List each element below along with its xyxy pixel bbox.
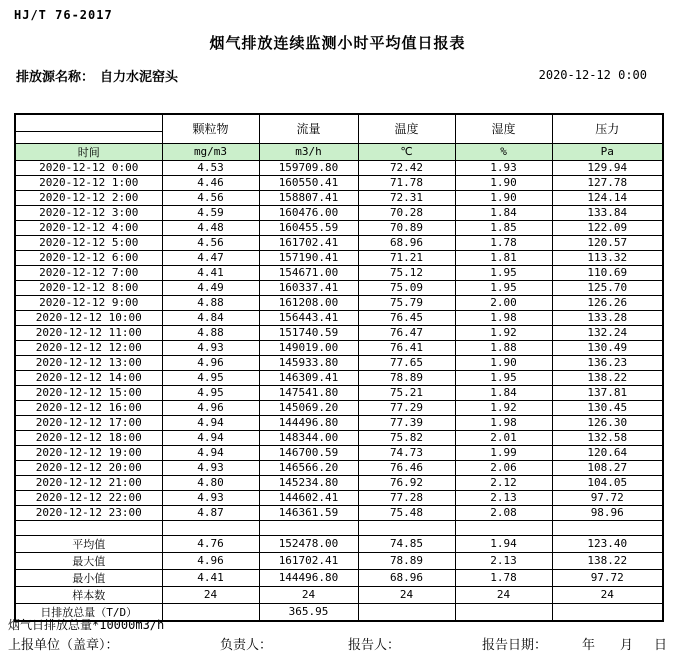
blank-separator-body	[15, 520, 663, 535]
reporter-label: 报告人：	[348, 638, 401, 653]
table-cell: 4.96	[162, 355, 259, 370]
table-cell: 130.45	[552, 400, 663, 415]
table-cell: 4.41	[162, 569, 259, 586]
table-row	[15, 235, 663, 250]
table-row	[15, 220, 663, 235]
table-cell: 144496.80	[259, 569, 358, 586]
table-cell: 4.94	[162, 430, 259, 445]
table-cell: 4.94	[162, 415, 259, 430]
table-cell: 98.96	[552, 505, 663, 520]
table-cell: 1.90	[455, 355, 552, 370]
table-cell	[552, 520, 663, 535]
table-cell: 75.48	[358, 505, 455, 520]
table-cell: 4.47	[162, 250, 259, 265]
units-row	[15, 143, 663, 160]
summary-body	[15, 535, 663, 621]
standard-number: HJ/T 76-2017	[14, 8, 113, 22]
table-cell: 75.82	[358, 430, 455, 445]
table-cell: 365.95	[259, 603, 358, 621]
table-cell: 145933.80	[259, 355, 358, 370]
table-cell: 1.78	[455, 235, 552, 250]
table-cell: 2020-12-12 4:00	[15, 220, 162, 235]
table-cell: 146700.59	[259, 445, 358, 460]
table-cell: 144496.80	[259, 415, 358, 430]
table-cell: 160455.59	[259, 220, 358, 235]
table-cell	[162, 520, 259, 535]
table-cell: 2.00	[455, 295, 552, 310]
table-cell: 130.49	[552, 340, 663, 355]
table-cell: 74.85	[358, 535, 455, 552]
footer-signature-line	[0, 634, 675, 653]
emission-source-name: 自力水泥窑头	[100, 70, 179, 85]
table-row	[15, 400, 663, 415]
table-row	[15, 190, 663, 205]
table-cell: 161702.41	[259, 552, 358, 569]
table-cell: 97.72	[552, 569, 663, 586]
table-row	[15, 370, 663, 385]
table-cell: 4.56	[162, 235, 259, 250]
table-row	[15, 520, 663, 535]
table-cell: 2020-12-12 15:00	[15, 385, 162, 400]
table-cell: 75.21	[358, 385, 455, 400]
responsible-person-label: 负责人：	[220, 638, 273, 653]
table-cell: 72.31	[358, 190, 455, 205]
table-cell: 125.70	[552, 280, 663, 295]
unit-flow: m3/h	[259, 143, 358, 160]
table-cell	[259, 520, 358, 535]
pollutant-header-row	[15, 114, 663, 131]
table-cell: 日排放总量（T/D）	[15, 603, 162, 621]
table-cell: 76.47	[358, 325, 455, 340]
table-cell: 161208.00	[259, 295, 358, 310]
report-datetime: 2020-12-12 0:00	[538, 68, 647, 82]
unit-humidity: %	[455, 143, 552, 160]
table-cell: 2020-12-12 19:00	[15, 445, 162, 460]
table-cell	[552, 603, 663, 621]
table-cell: 4.80	[162, 475, 259, 490]
table-cell: 2020-12-12 6:00	[15, 250, 162, 265]
table-cell: 2020-12-12 11:00	[15, 325, 162, 340]
table-cell: 2.08	[455, 505, 552, 520]
table-row	[15, 460, 663, 475]
table-cell: 161702.41	[259, 235, 358, 250]
table-row	[15, 490, 663, 505]
table-cell: 样本数	[15, 586, 162, 603]
table-row	[15, 415, 663, 430]
table-cell: 138.22	[552, 552, 663, 569]
table-cell: 2020-12-12 22:00	[15, 490, 162, 505]
table-row	[15, 385, 663, 400]
table-row	[15, 250, 663, 265]
table-cell: 1.95	[455, 265, 552, 280]
table-cell: 136.23	[552, 355, 663, 370]
table-cell: 4.88	[162, 325, 259, 340]
table-cell: 2.13	[455, 490, 552, 505]
col-header-humidity: 湿度	[455, 114, 552, 143]
unit-particulate: mg/m3	[162, 143, 259, 160]
emission-source-label: 排放源名称：	[16, 70, 95, 85]
table-cell: 126.26	[552, 295, 663, 310]
table-cell: 113.32	[552, 250, 663, 265]
table-cell: 1.84	[455, 205, 552, 220]
table-row	[15, 552, 663, 569]
table-cell	[358, 520, 455, 535]
table-row	[15, 445, 663, 460]
report-date-label: 报告日期：	[482, 638, 548, 653]
table-cell: 120.57	[552, 235, 663, 250]
table-cell: 24	[358, 586, 455, 603]
table-cell: 146361.59	[259, 505, 358, 520]
table-cell: 4.93	[162, 490, 259, 505]
table-cell: 4.95	[162, 370, 259, 385]
table-cell: 74.73	[358, 445, 455, 460]
table-cell: 4.96	[162, 552, 259, 569]
table-cell	[358, 603, 455, 621]
table-cell: 2020-12-12 18:00	[15, 430, 162, 445]
table-cell: 1.98	[455, 415, 552, 430]
table-cell: 2.06	[455, 460, 552, 475]
table-cell: 24	[259, 586, 358, 603]
table-row	[15, 535, 663, 552]
table-cell: 108.27	[552, 460, 663, 475]
table-cell: 1.95	[455, 370, 552, 385]
table-cell: 71.21	[358, 250, 455, 265]
table-cell: 1.81	[455, 250, 552, 265]
table-cell: 157190.41	[259, 250, 358, 265]
table-cell: 132.24	[552, 325, 663, 340]
table-cell: 4.76	[162, 535, 259, 552]
table-cell: 1.84	[455, 385, 552, 400]
table-cell: 77.28	[358, 490, 455, 505]
table-row	[15, 355, 663, 370]
table-row	[15, 340, 663, 355]
table-cell: 68.96	[358, 569, 455, 586]
table-cell: 2020-12-12 21:00	[15, 475, 162, 490]
table-cell: 最大值	[15, 552, 162, 569]
time-column-header: 时间	[15, 143, 162, 160]
report-info-line	[0, 66, 675, 85]
table-cell: 159709.80	[259, 160, 358, 175]
table-row	[15, 175, 663, 190]
month-label: 月	[620, 638, 634, 653]
table-cell: 133.28	[552, 310, 663, 325]
table-cell: 2020-12-12 10:00	[15, 310, 162, 325]
table-row	[15, 265, 663, 280]
table-cell: 124.14	[552, 190, 663, 205]
table-row	[15, 205, 663, 220]
table-cell: 4.87	[162, 505, 259, 520]
report-unit-label: 上报单位（盖章）：	[8, 638, 119, 653]
table-cell: 1.85	[455, 220, 552, 235]
table-cell: 1.90	[455, 190, 552, 205]
table-cell: 68.96	[358, 235, 455, 250]
table-cell: 137.81	[552, 385, 663, 400]
table-cell: 4.93	[162, 460, 259, 475]
table-cell: 129.94	[552, 160, 663, 175]
table-cell	[455, 603, 552, 621]
table-cell: 2020-12-12 2:00	[15, 190, 162, 205]
table-cell: 4.59	[162, 205, 259, 220]
year-label: 年	[582, 638, 596, 653]
table-cell: 144602.41	[259, 490, 358, 505]
table-cell: 148344.00	[259, 430, 358, 445]
table-cell: 97.72	[552, 490, 663, 505]
table-cell: 2020-12-12 5:00	[15, 235, 162, 250]
table-cell: 154671.00	[259, 265, 358, 280]
table-cell: 4.95	[162, 385, 259, 400]
monitoring-report-table	[14, 113, 664, 622]
table-cell: 2020-12-12 17:00	[15, 415, 162, 430]
table-row	[15, 430, 663, 445]
table-cell: 2020-12-12 3:00	[15, 205, 162, 220]
table-cell: 2020-12-12 0:00	[15, 160, 162, 175]
table-cell: 120.64	[552, 445, 663, 460]
table-cell: 1.98	[455, 310, 552, 325]
table-cell: 4.48	[162, 220, 259, 235]
table-cell: 2020-12-12 13:00	[15, 355, 162, 370]
table-cell: 2020-12-12 12:00	[15, 340, 162, 355]
table-cell: 2020-12-12 20:00	[15, 460, 162, 475]
table-cell: 4.56	[162, 190, 259, 205]
table-cell: 2020-12-12 1:00	[15, 175, 162, 190]
table-cell: 160337.41	[259, 280, 358, 295]
col-header-flow: 流量	[259, 114, 358, 143]
table-cell: 146566.20	[259, 460, 358, 475]
table-cell: 70.89	[358, 220, 455, 235]
table-cell: 1.92	[455, 325, 552, 340]
table-row	[15, 475, 663, 490]
table-row	[15, 160, 663, 175]
table-cell: 4.94	[162, 445, 259, 460]
table-cell: 1.94	[455, 535, 552, 552]
table-cell: 146309.41	[259, 370, 358, 385]
table-cell: 145234.80	[259, 475, 358, 490]
table-cell: 71.78	[358, 175, 455, 190]
table-row	[15, 569, 663, 586]
table-cell: 1.88	[455, 340, 552, 355]
table-cell: 127.78	[552, 175, 663, 190]
col-header-particulate: 颗粒物	[162, 114, 259, 143]
table-cell: 70.28	[358, 205, 455, 220]
table-cell: 最小值	[15, 569, 162, 586]
table-cell: 133.84	[552, 205, 663, 220]
table-cell: 76.92	[358, 475, 455, 490]
col-header-pressure: 压力	[552, 114, 663, 143]
table-cell: 145069.20	[259, 400, 358, 415]
unit-temperature: ℃	[358, 143, 455, 160]
table-cell: 24	[455, 586, 552, 603]
table-cell: 138.22	[552, 370, 663, 385]
table-cell: 2.13	[455, 552, 552, 569]
table-cell: 平均值	[15, 535, 162, 552]
hourly-data-body	[15, 160, 663, 520]
table-cell: 160476.00	[259, 205, 358, 220]
table-cell: 2020-12-12 8:00	[15, 280, 162, 295]
table-cell: 149019.00	[259, 340, 358, 355]
table-cell: 75.12	[358, 265, 455, 280]
table-header	[15, 114, 663, 160]
table-cell: 24	[162, 586, 259, 603]
col-header-temperature: 温度	[358, 114, 455, 143]
table-cell: 4.41	[162, 265, 259, 280]
table-cell: 123.40	[552, 535, 663, 552]
table-cell: 2.01	[455, 430, 552, 445]
table-cell: 78.89	[358, 370, 455, 385]
table-cell: 4.84	[162, 310, 259, 325]
table-cell: 151740.59	[259, 325, 358, 340]
table-cell: 4.49	[162, 280, 259, 295]
table-cell: 158807.41	[259, 190, 358, 205]
table-row	[15, 505, 663, 520]
table-cell: 1.92	[455, 400, 552, 415]
table-cell: 1.90	[455, 175, 552, 190]
table-cell: 2.12	[455, 475, 552, 490]
table-cell: 152478.00	[259, 535, 358, 552]
table-cell: 72.42	[358, 160, 455, 175]
table-cell	[455, 520, 552, 535]
table-row	[15, 325, 663, 340]
table-cell	[162, 603, 259, 621]
table-cell: 4.53	[162, 160, 259, 175]
table-cell: 4.93	[162, 340, 259, 355]
table-cell: 104.05	[552, 475, 663, 490]
table-cell: 75.09	[358, 280, 455, 295]
table-cell: 147541.80	[259, 385, 358, 400]
table-cell: 77.29	[358, 400, 455, 415]
table-cell: 75.79	[358, 295, 455, 310]
table-cell: 1.93	[455, 160, 552, 175]
table-cell: 77.65	[358, 355, 455, 370]
table-row	[15, 280, 663, 295]
time-header-spacer-top	[15, 114, 162, 131]
table-cell: 4.96	[162, 400, 259, 415]
table-cell: 122.09	[552, 220, 663, 235]
table-cell: 78.89	[358, 552, 455, 569]
table-cell: 24	[552, 586, 663, 603]
table-cell: 2020-12-12 9:00	[15, 295, 162, 310]
table-cell: 76.45	[358, 310, 455, 325]
table-row	[15, 295, 663, 310]
table-cell	[15, 520, 162, 535]
page-title: 烟气排放连续监测小时平均值日报表	[209, 34, 466, 52]
table-cell: 1.95	[455, 280, 552, 295]
table-cell: 132.58	[552, 430, 663, 445]
day-label: 日	[654, 638, 668, 653]
table-cell: 160550.41	[259, 175, 358, 190]
table-cell: 76.46	[358, 460, 455, 475]
table-cell: 126.30	[552, 415, 663, 430]
table-cell: 76.41	[358, 340, 455, 355]
table-cell: 2020-12-12 7:00	[15, 265, 162, 280]
footer-note: 烟气日排放总量*10000m3/h	[8, 618, 165, 632]
table-row	[15, 310, 663, 325]
table-cell: 4.46	[162, 175, 259, 190]
table-row	[15, 586, 663, 603]
time-header-spacer-bottom	[15, 131, 162, 143]
table-cell: 1.99	[455, 445, 552, 460]
table-cell: 2020-12-12 14:00	[15, 370, 162, 385]
table-cell: 156443.41	[259, 310, 358, 325]
unit-pressure: Pa	[552, 143, 663, 160]
table-cell: 1.78	[455, 569, 552, 586]
table-cell: 2020-12-12 16:00	[15, 400, 162, 415]
table-cell: 2020-12-12 23:00	[15, 505, 162, 520]
table-cell: 4.88	[162, 295, 259, 310]
table-cell: 77.39	[358, 415, 455, 430]
table-cell: 110.69	[552, 265, 663, 280]
